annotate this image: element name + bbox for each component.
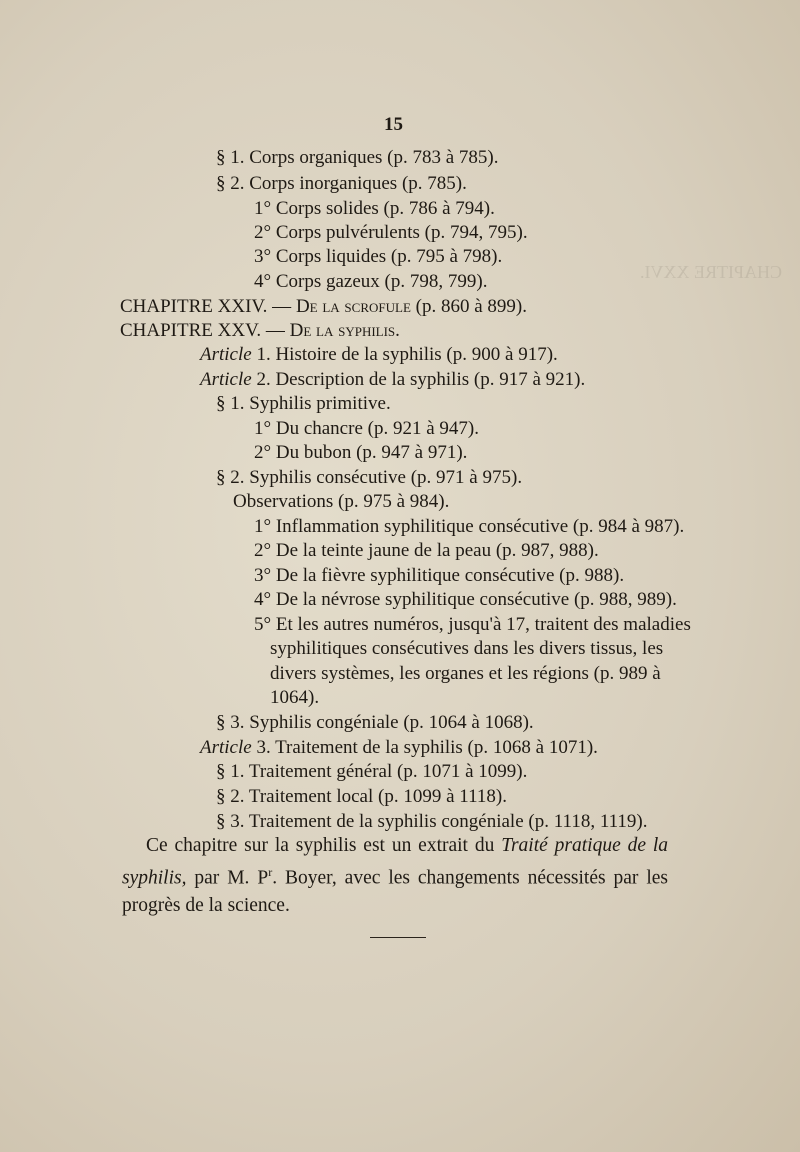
toc-line: 4° Corps gazeux (p. 798, 799). xyxy=(254,271,488,292)
toc-line: divers systèmes, les organes et les régions (p. 989 à xyxy=(270,663,661,684)
closing-paragraph: Ce chapitre sur la syphilis est un extrait du Traité pratique de la syphilis, par M. $P^r$. Boyer, avec les changements nécessités par les progrès de la science. xyxy=(122,835,668,916)
toc-line: § 1. Traitement général (p. 1071 à 1099). xyxy=(216,761,528,782)
article-line: Article 1. Histoire de la syphilis (p. 900 à 917). xyxy=(200,344,558,365)
article-line: Article 2. Description de la syphilis (p. 917 à 921). xyxy=(200,369,586,390)
toc-line: § 3. Syphilis congéniale (p. 1064 à 1068). xyxy=(216,712,534,733)
toc-line: § 3. Traitement de la syphilis congéniale (p. 1118, 1119). xyxy=(216,811,648,832)
toc-line: 2° Corps pulvérulents (p. 794, 795). xyxy=(254,222,528,243)
toc-line: § 2. Traitement local (p. 1099 à 1118). xyxy=(216,786,507,807)
chapter-heading: CHAPITRE XXIV. — De la scrofule (p. 860 à 899). xyxy=(120,296,527,317)
show-through-text: CHAPITRE XXVI. xyxy=(640,262,782,282)
article-line: Article 3. Traitement de la syphilis (p. 1068 à 1071). xyxy=(200,737,598,758)
toc-line: syphilitiques consécutives dans les divers tissus, les xyxy=(270,638,664,659)
toc-line: 1° Corps solides (p. 786 à 794). xyxy=(254,198,495,219)
toc-line: 2° Du bubon (p. 947 à 971). xyxy=(254,442,468,463)
toc-line: 5° Et les autres numéros, jusqu'à 17, traitent des maladies xyxy=(254,614,691,635)
toc-line: § 2. Syphilis consécutive (p. 971 à 975). xyxy=(216,467,523,488)
toc-line: 1° Du chancre (p. 921 à 947). xyxy=(254,418,479,439)
chapter-heading: CHAPITRE XXV. — De la syphilis. xyxy=(120,320,400,341)
toc-line: 2° De la teinte jaune de la peau (p. 987, 988). xyxy=(254,540,599,561)
closing-rule xyxy=(370,937,426,938)
toc-line: 1° Inflammation syphilitique consécutive (p. 984 à 987). xyxy=(254,516,685,537)
toc-line: 3° De la fièvre syphilitique consécutive (p. 988). xyxy=(254,565,625,586)
toc-line: § 1. Corps organiques (p. 783 à 785). xyxy=(216,147,499,168)
toc-line: 3° Corps liquides (p. 795 à 798). xyxy=(254,246,503,267)
toc-line: Observations (p. 975 à 984). xyxy=(233,491,450,512)
page-number: 15 xyxy=(384,114,403,135)
toc-line: 1064). xyxy=(270,687,320,708)
toc-line: 4° De la névrose syphilitique consécutive (p. 988, 989). xyxy=(254,589,677,610)
toc-line: § 1. Syphilis primitive. xyxy=(216,393,391,414)
toc-line: § 2. Corps inorganiques (p. 785). xyxy=(216,173,467,194)
